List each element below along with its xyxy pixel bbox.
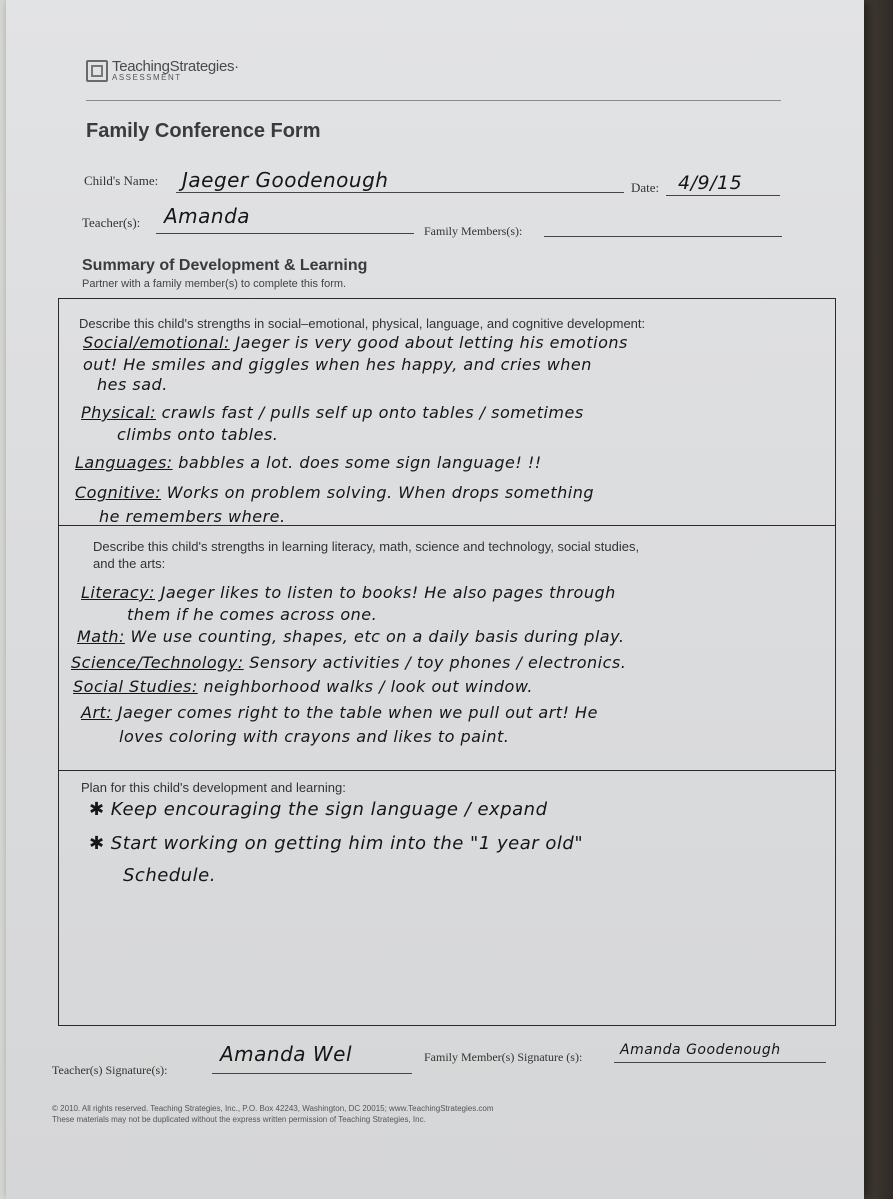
section1-text: out! He smiles and giggles when hes happy, and cries when <box>83 355 592 374</box>
section2-text: them if he comes across one. <box>127 605 378 624</box>
logo-brand: TeachingStrategies· <box>112 58 239 75</box>
teacher-signature-line <box>212 1073 412 1074</box>
section2-category: Social Studies: <box>73 677 198 696</box>
section1-prompt: Describe this child's strengths in social–emotional, physical, language, and cognitive development: <box>79 316 646 331</box>
section1-line-6 <box>75 453 542 472</box>
child-name-value[interactable]: Jaeger Goodenough <box>182 168 389 192</box>
section2-prompt-line2: and the arts: <box>93 556 166 571</box>
header-rule <box>86 100 781 101</box>
section2-category: Math: <box>77 627 125 646</box>
section1-line-3 <box>97 375 168 394</box>
section1-text: climbs onto tables. <box>117 425 279 444</box>
section2-text: We use counting, shapes, etc on a daily basis during play. <box>124 627 625 646</box>
date-value[interactable]: 4/9/15 <box>678 172 743 194</box>
section-divider-2 <box>59 770 835 771</box>
section1-line-4 <box>81 403 584 422</box>
form-title: Family Conference Form <box>86 120 321 142</box>
section2-line-3 <box>77 627 624 646</box>
date-line <box>666 195 780 196</box>
section1-line-2 <box>83 355 592 374</box>
section1-category: Cognitive: <box>75 483 162 502</box>
section1-line-8 <box>99 507 286 526</box>
plan-line-2: ✱ Start working on getting him into the "1 year old" <box>89 833 584 854</box>
section3-prompt: Plan for this child's development and learning: <box>81 780 346 795</box>
child-name-label: Child's Name: <box>84 173 159 188</box>
section2-category: Science/Technology: <box>71 653 244 672</box>
section2-line-2 <box>127 605 377 624</box>
section2-text: Jaeger comes right to the table when we pull out art! He <box>112 703 598 722</box>
section1-line-1 <box>83 333 628 352</box>
section1-category: Social/emotional: <box>83 333 230 352</box>
summary-title: Summary of Development & Learning <box>82 257 368 274</box>
section1-text: hes sad. <box>97 375 168 394</box>
section-divider-1 <box>59 525 835 526</box>
teacher-label: Teacher(s): <box>82 215 141 230</box>
section2-category: Literacy: <box>81 583 156 602</box>
family-signature-line <box>614 1062 826 1063</box>
form-paper <box>6 0 864 1199</box>
section2-text: loves coloring with crayons and likes to paint. <box>119 727 510 746</box>
section2-text: Sensory activities / toy phones / electronics. <box>243 653 627 672</box>
teacher-value[interactable]: Amanda <box>164 204 251 228</box>
family-members-label: Family Members(s): <box>424 224 523 238</box>
section1-text: Works on problem solving. When drops something <box>161 483 595 502</box>
section2-category: Art: <box>81 703 113 722</box>
logo-sub: ASSESSMENT <box>112 73 182 82</box>
teaching-strategies-logo-icon <box>86 60 108 82</box>
family-members-line[interactable] <box>544 236 782 237</box>
section2-line-7 <box>119 727 509 746</box>
summary-instructions: Partner with a family member(s) to complete this form. <box>82 278 347 290</box>
plan-line-3: Schedule. <box>123 865 216 886</box>
section2-line-4 <box>71 653 626 672</box>
section2-line-5 <box>73 677 533 696</box>
section1-text: crawls fast / pulls self up onto tables / sometimes <box>155 403 584 422</box>
section2-text: neighborhood walks / look out window. <box>197 677 533 696</box>
teacher-signature[interactable]: Amanda Wel <box>220 1042 353 1066</box>
section1-text: Jaeger is very good about letting his emotions <box>229 333 628 352</box>
date-label: Date: <box>631 180 660 195</box>
section1-category: Languages: <box>75 453 173 472</box>
footer-copyright: © 2010. All rights reserved. Teaching Strategies, Inc., P.O. Box 42243, Washington, DC 20015; www.TeachingStrategies.com <box>52 1104 494 1113</box>
plan-line-1: ✱ Keep encouraging the sign language / expand <box>89 799 548 820</box>
section1-line-7 <box>75 483 594 502</box>
family-signature[interactable]: Amanda Goodenough <box>620 1042 781 1058</box>
section1-category: Physical: <box>81 403 156 422</box>
footer-permission: These materials may not be duplicated without the express written permission of Teaching Strategies, Inc. <box>52 1115 426 1124</box>
teacher-line <box>156 233 414 234</box>
section1-text: he remembers where. <box>99 507 286 526</box>
summary-box <box>58 298 836 1026</box>
section2-line-1 <box>81 583 616 602</box>
teacher-signature-label: Teacher(s) Signature(s): <box>52 1063 168 1077</box>
child-name-line <box>176 192 624 193</box>
logo <box>86 58 239 82</box>
section2-prompt-line1: Describe this child's strengths in learning literacy, math, science and technology, social studies, <box>93 539 640 554</box>
section2-text: Jaeger likes to listen to books! He also pages through <box>155 583 616 602</box>
section1-text: babbles a lot. does some sign language! !! <box>172 453 542 472</box>
section2-line-6 <box>81 703 598 722</box>
family-signature-label: Family Member(s) Signature (s): <box>424 1050 583 1064</box>
section1-line-5 <box>117 425 278 444</box>
